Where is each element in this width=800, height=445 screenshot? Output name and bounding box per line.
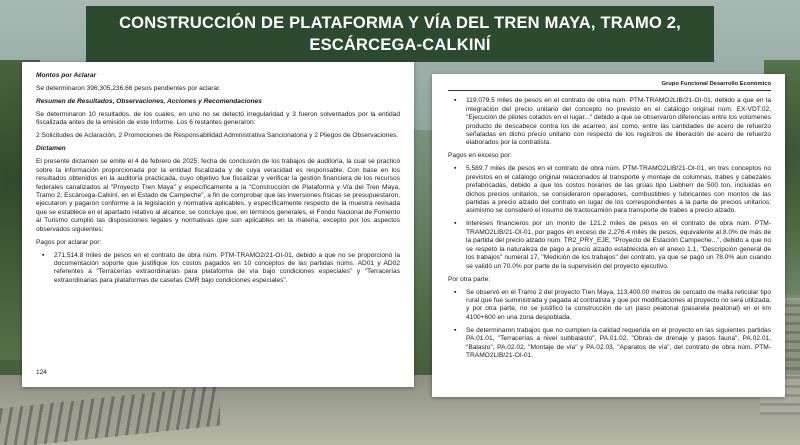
list-item (448, 165, 771, 215)
list-item-text: 119,079.5 miles de pesos en el contrato de obra núm. PTM-TRAMO2LIB/21-OI-01, debido a que en la integración del precio unitario del concepto no previsto en el catálogo original núm. EX-VDT.02, "Ejecución de pilotes colados en el lugar..." debido a que se observaron diferencias entre los volúmenes producto de descabece contra los de acarreo; así como, entre las cantidades de acero de refuerzo señaladas en dicho precio unitario con respecto de los registros de liberación de acero de refuerzo elaborados por la contratista. (466, 97, 771, 147)
page-number: 124 (36, 368, 47, 376)
acciones-text: 2 Solicitudes de Aclaración, 2 Promociones de Responsabilidad Administrativa Sancionatoria y 2 Pliegos de Observaciones. (36, 132, 399, 140)
resumen-text: Se determinaron 10 resultados, de los cuales, en uno no se detectó irregularidad y 3 fueron solventados por la entidad fiscalizada antes de la emisión de este Informe. Los 6 restantes generaron: (36, 111, 400, 127)
document-page-right (432, 74, 785, 397)
page-header: Grupo Funcional Desarrollo Económico (448, 80, 771, 91)
document-page-left (22, 62, 414, 387)
pagos-aclarar-label: Pagos por aclarar por: (36, 238, 102, 246)
dictamen-text: El presente dictamen se emite el 4 de febrero de 2025, fecha de conclusión de los trabajos de auditoría, la cual se practicó sobre la información proporcionada por la entidad fiscalizada y de cuya veracidad es responsable. Con base en los resultados obtenidos en la auditoría practicada, cuyo objetivo fue fiscalizar y verificar la gestión financiera de los recursos federales canalizados al "Proyecto Tren Maya" y específicamente a la "Construcción de Plataforma y Vía del Tren Maya, Tramo 2, Escárcega-Calkiní, en el Estado de Campeche", a fin de comprobar que las inversiones físicas se presupuestaron, ejecutaron y pagaron conforme a la legislación y normativa aplicables, y específicamente respecto de la muestra revisada que se establece en el apartado relativo al alcance, se concluye que, en términos generales, el Fondo Nacional de Fomento al Turismo cumplió las disposiciones legales y normativas que son aplicables en la materia, excepto por los aspectos observados siguientes: (36, 158, 400, 233)
otra-parte-label: Por otra parte: (448, 275, 491, 283)
list-item (448, 97, 771, 147)
banner-title: CONSTRUCCIÓN DE PLATAFORMA Y VÍA DEL TREN MAYA, TRAMO 2, ESCÁRCEGA-CALKINÍ (119, 14, 681, 54)
montos-text: Se determinaron 396,305,236.66 pesos pendientes por aclarar. (36, 85, 221, 92)
bullet-icon: ▪ (454, 97, 457, 105)
resumen-heading: Resumen de Resultados, Observaciones, Acciones y Recomendaciones (36, 98, 262, 105)
pagos-exceso-label: Pagos en exceso por: (448, 152, 512, 160)
bullet-icon: ▪ (454, 220, 457, 228)
dictamen-heading: Dictamen (36, 145, 66, 153)
bullet-icon: ▪ (42, 251, 45, 259)
bullet-icon: ▪ (454, 326, 457, 334)
title-banner (86, 6, 714, 62)
list-item-text: 271,514.8 miles de pesos en el contrato de obra núm. PTM-TRAMO2/21-OI-01, debido a que no se proporcionó la documentación soporte que justifique los costos pagados en 10 conceptos de las partidas núms. AD01 y AD02 referentes a "Terracerías extraordinarias para plataforma de vía bajo condiciones especiales" y "Terracerías extraordinarias para plataformas de casetas CMR bajo condiciones especiales". (54, 251, 400, 284)
list-item-text: Se observó en el Tramo 2 del proyecto Tren Maya, 113,400.00 metros de cercado de malla reticular tipo rural que fue suministrada y pagada al contratista y que por modificaciones al proyecto no será utilizada, y por otra parte, no se justificó la construcción de un paso peatonal (pasarela peatonal) en el km 4100+600 en una zona despoblada. (466, 288, 771, 321)
montos-heading: Montos por Aclarar (36, 72, 97, 79)
list-item (448, 220, 771, 270)
bullet-icon: ▪ (454, 165, 457, 173)
list-item (36, 252, 400, 286)
bullet-icon: ▪ (454, 288, 457, 296)
list-item (448, 289, 771, 323)
list-item-text: 5,589.7 miles de pesos en el contrato de obra núm. PTM-TRAMO2LIB/21-OI-01, en tres conceptos no previstos en el catálogo original relacionados al transporte y montaje de columnas, trabes y cabezales prefabricadas, debido a que los costos horarios de las grúas tipo Liebherr de 500 ton, incluidas en dichos precios unitarios, se consideraron operadores, combustibles y lubricantes con montos de las partidas a precio alzado del contrato en lugar de los correspondientes a la parte de precios unitarios; asimismo se consideró el insumo de tractocamión para transporte de trabes a precio alzado. (466, 165, 771, 215)
list-item (448, 327, 771, 361)
list-item-text: Se determinaron trabajos que no cumplen la calidad requerida en el proyecto en las siguientes partidas PA.01.01, "Terracerías a nivel subbalasto", PA.01.02, "Obras de drenaje y pasos fauna", PA.02.01, "Balasto", PA.02.02, "Montaje de vía" y PA.02.03, "Aparatos de vía", del contrato de obra núm. PTM-TRAMO2LIB/21-OI-01. (466, 326, 771, 359)
list-item-text: Intereses financieros por un monto de 121.2 miles de pesos en el contrato de obra núm. PTM-TRAMO2LIB/21-OI-01, por pagos en exceso de 2,276.4 miles de pesos, equivalente al 8.0% de más de la partida del precio alzado núm. TR2_PRY_EJE, "Proyecto de Estación Campeche...", debido a que no se respetó la naturaleza de pago a precio alzado establecida en el anexo 1.1, "Descripción general de los trabajos" numeral 17, "Medición de los trabajos" del contrato, ya que se pagó un 78.0% aun cuando se validó un 70.0% por parte de la supervisión del proyecto ejecutivo. (466, 220, 771, 270)
